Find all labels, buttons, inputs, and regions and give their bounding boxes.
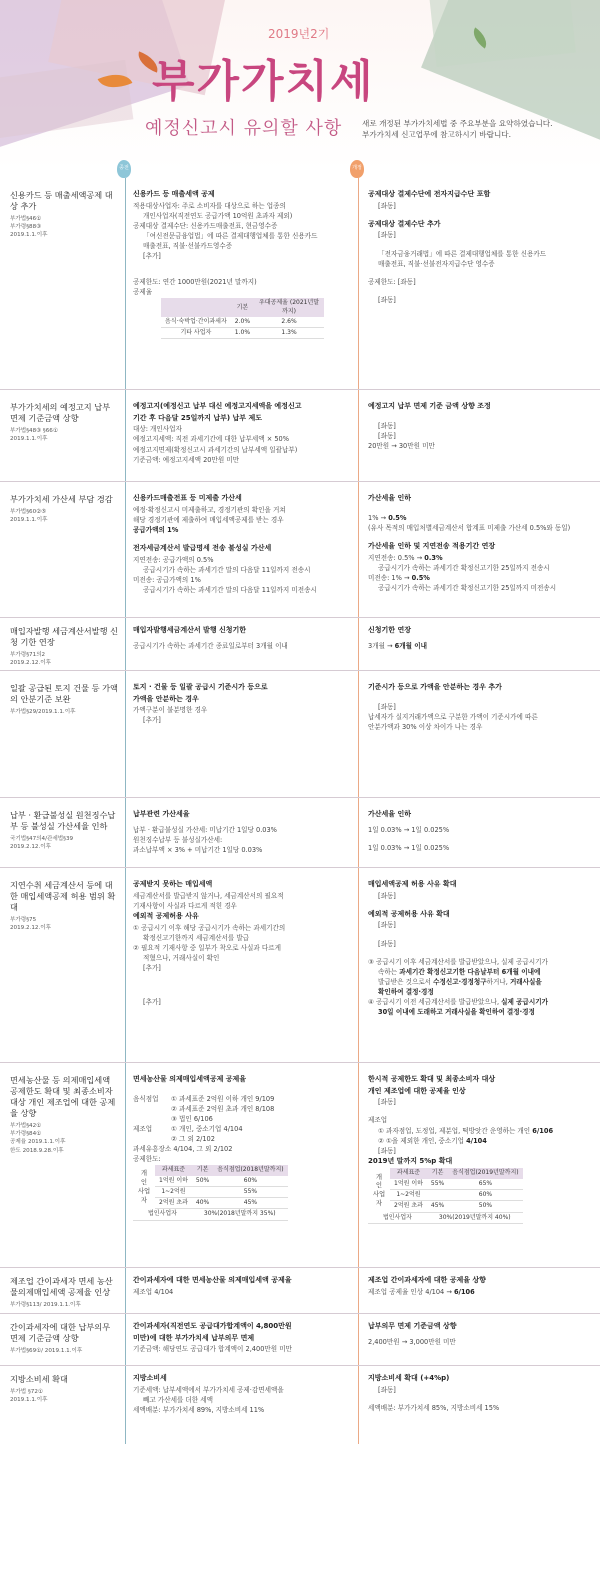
table-cell: 45% (213, 1198, 287, 1209)
item-ref: 부가법 §72① (10, 1389, 43, 1396)
text-span: 미전송: 1% → (368, 573, 412, 582)
table-row (368, 1189, 523, 1200)
new-text: 「전자금융거래법」에 따른 결제대행업체를 통한 신용카드 (378, 249, 547, 258)
limit-table (368, 1168, 523, 1223)
new-text: [좌동] (378, 702, 396, 711)
table-row (133, 1176, 288, 1187)
table-row (0, 1314, 600, 1366)
new-text (368, 968, 593, 977)
new-heading: 공제대상 결제수단 추가 (368, 219, 441, 228)
item-ref: 공제율 2019.1.1.이후 (10, 1139, 66, 1146)
table-row (0, 618, 600, 671)
item-ref: 부가법§42① (10, 1123, 42, 1130)
new-text: 2,400만원 → 3,000만원 미만 (368, 1337, 456, 1346)
table-cell: 음식·숙박업·간이과세자 (161, 317, 231, 328)
item-ref: 2019.2.12.이후 (10, 660, 52, 667)
new-text: [좌동] (378, 431, 396, 440)
table-row (368, 1212, 523, 1223)
table-cell: 55% (213, 1186, 287, 1197)
old-heading: 가액을 안분하는 경우 (133, 694, 199, 703)
text-span: 수정신고·경정청구 (433, 977, 487, 986)
intro-line: 새로 개정된 부가가치세법 중 주요부분을 요약하였습니다. (362, 119, 553, 128)
old-text: 기준세액: 납부세액에서 부가가치세 공제·감면세액을 (133, 1385, 284, 1394)
table-row (0, 178, 600, 390)
table-header: 기본 (427, 1168, 448, 1178)
item-ref: 부가령§113/ 2019.1.1.이후 (10, 1302, 81, 1309)
old-cell (133, 683, 353, 727)
old-text: 확정신고기한까지 세금계산서를 발급 (143, 933, 250, 942)
old-text: ② 필요적 기재사항 중 일부가 착오로 사실과 다르게 (133, 943, 281, 952)
item-ref: 2019.2.12.이후 (10, 844, 52, 851)
text-span: ① 개인, 중소기업 4/104 (171, 1124, 243, 1133)
new-text: [좌동] (378, 1146, 396, 1155)
text-span: 하거나, (486, 977, 510, 986)
old-text: ② 그 외 2/102 (171, 1135, 215, 1144)
text-span: 0.3% (424, 553, 443, 562)
text-span: ② ①을 제외한 개인, 중소기업 (378, 1136, 467, 1145)
new-cell (368, 494, 593, 594)
new-text: 세액배분: 부가가치세 85%, 지방소비세 15% (368, 1403, 500, 1412)
old-text: 공제한도: (133, 1155, 161, 1164)
text-span: 제조업 (133, 1124, 153, 1133)
item-title: 납부 · 환급불성실 원천징수납부 등 불성실 가산세율 인하 (10, 810, 116, 832)
item-cell (10, 1322, 120, 1355)
table-row (0, 1268, 600, 1314)
table-row (0, 798, 600, 868)
item-title: 간이과세자에 대한 납부의무 면제 기준금액 상향 (10, 1322, 111, 1344)
old-column-balloon-icon: 종전 (117, 160, 131, 178)
new-text (368, 642, 593, 651)
table-header (161, 298, 231, 317)
old-text: 공제대상 결제수단: 신용카드매출전표, 현금영수증 (133, 221, 278, 230)
new-cell (368, 626, 593, 652)
text-span: 0.5% (411, 573, 430, 582)
table-cell: 40% (192, 1198, 213, 1209)
old-text: 예정·확정신고시 미제출하고, 경정기관의 확인을 거쳐 (133, 505, 286, 514)
old-cell (133, 1075, 353, 1221)
table-row (368, 1201, 523, 1212)
intro-text (362, 118, 587, 141)
new-text (368, 998, 593, 1007)
table-cell: 개 인 사업자 (372, 1172, 386, 1208)
table-header: 과세표준 (155, 1165, 192, 1175)
new-text (368, 978, 593, 987)
new-cell (368, 402, 593, 452)
item-cell (10, 1374, 120, 1404)
old-heading: 예정고지(예정신고 납부 대신 예정고지세액을 예정신고 (133, 402, 302, 410)
new-text: 안분가액과 30% 이상 차이가 나는 경우 (368, 722, 483, 731)
table-cell: 2억원 초과 (390, 1201, 427, 1212)
new-heading: 매입세액공제 허용 사유 확대 (368, 880, 457, 888)
item-title: 지방소비세 확대 (10, 1374, 68, 1384)
item-cell (10, 494, 120, 524)
old-text: [추가] (143, 997, 161, 1006)
item-title: 제조업 간이과세자 면세 농산물의제매입세액 공제율 인상 (10, 1276, 113, 1298)
old-text: 세액배분: 부가가치세 89%, 지방소비세 11% (133, 1405, 265, 1414)
text-span: 실제 공급시기가 (501, 997, 549, 1006)
new-text (368, 574, 593, 583)
new-heading: 예외적 공제허용 사유 확대 (368, 909, 450, 918)
old-text: 기재사항이 사실과 다르게 적힌 경우 (133, 901, 237, 910)
table-cell: 개 인 사업자 (137, 1169, 151, 1204)
old-text: 미전송: 공급가액의 1% (133, 575, 201, 584)
table-cell: 1억원 이하 (390, 1179, 427, 1190)
new-text: [좌동] (378, 201, 396, 210)
text-span: 0.5% (388, 513, 407, 522)
item-ref: 2019.1.1.이후 (10, 436, 48, 443)
new-heading: 제조업 간이과세자에 대한 공제율 상향 (368, 1276, 486, 1284)
old-text: 세금계산서를 발급받지 않거나, 세금계산서의 필요적 (133, 891, 284, 900)
item-ref: 부가령§84① (10, 1131, 42, 1138)
table-header: 음식점업(2018년말까지) (213, 1165, 287, 1175)
item-title: 부가가치세의 예정고지 납부 면제 기준금액 상향 (10, 402, 111, 424)
item-ref: 2019.1.1.이후 (10, 232, 48, 239)
new-text: 공제한도: [좌동] (368, 277, 416, 286)
old-text: 공제율 (133, 288, 153, 297)
text-span: 거래사실을 (509, 977, 542, 986)
table-cell: 1~2억원 (155, 1186, 192, 1197)
table-header: 기본 (192, 1165, 213, 1175)
new-text (368, 514, 593, 523)
old-text: 개인사업자(직전연도 공급가액 10억원 초과자 제외) (143, 211, 293, 220)
old-text: 공급가액의 1% (133, 525, 179, 534)
old-text: 납부 · 환급불성실 가산세: 미납기간 1일당 0.03% (133, 825, 277, 834)
item-title: 신용카드 등 매출세액공제 대상 추가 (10, 190, 113, 212)
item-ref: 부가법§60②⑤ (10, 509, 47, 516)
new-text: [좌동] (378, 421, 396, 430)
new-heading: 공제대상 결제수단에 전자지급수단 포함 (368, 190, 491, 198)
item-ref: 2019.2.12.이후 (10, 925, 52, 932)
old-text: 공급시기가 속하는 과세기간 종료일로부터 3개월 이내 (133, 641, 288, 650)
old-text: 예정고지세액: 직전 과세기간에 대한 납부세액 × 50% (133, 435, 289, 444)
item-cell (10, 683, 120, 716)
item-ref: 2019.1.1.이후 (10, 517, 48, 524)
item-ref: 부가법§69①/ 2019.1.1.이후 (10, 1348, 83, 1355)
text-span: 6/106 (453, 1287, 475, 1296)
old-cell (133, 1374, 353, 1416)
table-row (161, 317, 324, 328)
new-text: 30일 이내에 도래하고 거래사실을 확인하여 결정·경정 (378, 1008, 535, 1017)
old-cell (133, 1322, 353, 1355)
text-span: 1% → (368, 513, 389, 522)
table-row (0, 671, 600, 798)
old-cell (133, 1276, 353, 1298)
text-span: ④ 공급시기 이전 세금계산서를 발급받았으나, (368, 997, 502, 1006)
item-cell (10, 190, 120, 239)
table-cell (192, 1186, 213, 1197)
new-heading: 개인 제조업에 대한 공제율 인상 (368, 1086, 466, 1095)
text-span: 3개월 → (368, 641, 395, 650)
item-title: 면세농산물 등 의제매입세액 공제한도 확대 및 최종소비자 대상 개인 제조업에 대한 공제율 상향 (10, 1075, 116, 1119)
new-heading: 신청기한 연장 (368, 626, 412, 634)
item-ref: 부가법§48③ §66① (10, 428, 58, 435)
item-cell (10, 810, 120, 851)
table-row (0, 482, 600, 618)
new-text: (유사 목적의 매입처별세금계산서 합계표 미제출 가산세 0.5%와 동일) (368, 523, 571, 532)
table-cell: 법인사업자 (368, 1212, 427, 1223)
new-heading: 납부의무 면제 기준금액 상향 (368, 1322, 457, 1330)
old-cell (133, 190, 353, 339)
table-cell: 30%(2019년말까지 40%) (427, 1212, 523, 1223)
item-cell (10, 626, 120, 667)
new-cell (368, 1276, 593, 1298)
old-heading: 면세농산물 의제매입세액공제 공제율 (133, 1075, 247, 1083)
old-text: 기준금액: 해당연도 공급대가 합계액이 2,400만원 미만 (133, 1345, 292, 1354)
table-cell: 2.0% (231, 317, 254, 328)
item-title: 부가가치세 가산세 부담 경감 (10, 494, 113, 504)
new-heading: 지방소비세 확대 (+4%p) (368, 1374, 450, 1382)
item-ref: 한도 2018.9.28.이후 (10, 1147, 64, 1154)
new-heading: 가산세율 인하 (368, 494, 412, 502)
old-cell (133, 402, 353, 466)
text-span: 속하는 (378, 967, 400, 976)
header-banner (0, 0, 600, 170)
table-row (133, 1186, 288, 1197)
table-row (0, 1366, 600, 1444)
item-cell (10, 1276, 120, 1309)
old-text: 과소납부액 × 3% + 미납기간 1일당 0.03% (133, 845, 263, 854)
old-heading: 공제받지 못하는 매입세액 (133, 880, 213, 888)
table-row (0, 868, 600, 1063)
new-text: [좌동] (378, 891, 396, 900)
item-ref: 국기법§47의4/관세법§39 (10, 836, 74, 843)
new-text: ③ 공급시기 이후 세금계산서를 발급받았으나, 실제 공급시기가 (368, 957, 548, 966)
item-ref: 부가령§75 (10, 917, 37, 924)
new-text: 1일 0.03% → 1일 0.025% (368, 843, 450, 852)
table-row (161, 328, 324, 339)
old-text: 지연전송: 공급가액의 0.5% (133, 555, 214, 564)
new-heading: 가산세율 인하 (368, 810, 412, 818)
old-text: 제조업 4/104 (133, 1287, 174, 1296)
old-text: 대상: 개인사업자 (133, 425, 182, 434)
limit-table (133, 1165, 288, 1220)
old-text: 해당 경정기관에 제출하여 매입세액공제를 받는 경우 (133, 515, 284, 524)
old-text: 「여신전문금융업법」에 따른 결제대행업체를 통한 신용카드 (143, 231, 318, 240)
old-text: ① 공급시기 이후 해당 공급시기가 속하는 과세기간의 (133, 923, 286, 932)
table-cell: 법인사업자 (133, 1209, 192, 1220)
old-heading: 신용카드매출전표 등 미제출 가산세 (133, 494, 242, 502)
new-text: 확인하여 결정·경정 (378, 987, 434, 996)
text-span: 6/106 (532, 1126, 554, 1135)
item-cell (10, 880, 120, 932)
old-heading: 신용카드 등 매출세액 공제 (133, 190, 215, 198)
old-text: 공급시기가 속하는 과세기간 말의 다음달 11일까지 전송시 (143, 565, 311, 574)
old-text (133, 1125, 353, 1134)
table-cell: 50% (192, 1176, 213, 1187)
old-heading: 전자세금계산서 발급명세 전송 불성실 가산세 (133, 543, 272, 552)
old-heading: 미만)에 대한 부가가치세 납부의무 면제 (133, 1333, 255, 1342)
table-cell: 65% (448, 1179, 522, 1190)
new-column-balloon-icon: 개정 (350, 160, 364, 178)
new-text: [좌동] (378, 1385, 396, 1394)
item-ref: 부가령§71의2 (10, 652, 46, 659)
new-text (368, 1288, 593, 1297)
table-cell: 50% (448, 1201, 522, 1212)
text-span: 6개월 이내 (394, 641, 428, 650)
text-span: 과세기간 확정신고기한 다음날부터 6개월 이내에 (399, 967, 541, 976)
new-cell (368, 1075, 593, 1224)
text-span: 제조업 공제율 인상 4/104 → (368, 1287, 454, 1296)
new-cell (368, 810, 593, 854)
new-text: 공급시기가 속하는 과세기간 확정신고기한 25일까지 미전송시 (378, 583, 557, 592)
old-text: 가액구분이 불분명한 경우 (133, 706, 208, 715)
old-heading: 매입자발행세금계산서 발행 신청기한 (133, 626, 247, 634)
old-heading: 토지 · 건물 등 일괄 공급시 기준시가 등으로 (133, 683, 268, 691)
table-header: 우대공제율 (2021년말까지) (254, 298, 324, 317)
old-heading: 간이과세자(직전연도 공급대가합계액이 4,800만원 (133, 1322, 292, 1330)
new-text: [좌동] (378, 1098, 396, 1107)
old-heading: 납부관련 가산세율 (133, 810, 190, 818)
table-header: 기본 (231, 298, 254, 317)
table-row (368, 1179, 523, 1190)
new-text: 제조업 (368, 1116, 388, 1125)
table-row (133, 1198, 288, 1209)
item-title: 매입자발행 세금계산서발행 신청 기한 연장 (10, 626, 119, 648)
item-ref: 부가령§88③ (10, 224, 42, 231)
new-cell (368, 880, 593, 1018)
old-text: [추가] (143, 252, 161, 261)
old-cell (133, 626, 353, 652)
table-cell: 55% (427, 1179, 448, 1190)
new-text: 20만원 → 30만원 미만 (368, 441, 435, 450)
table-header: 음식점업(2019년말까지) (448, 1168, 522, 1178)
new-text: 매출전표, 직불·선불전자지급수단 영수증 (378, 259, 495, 268)
table-cell (427, 1189, 448, 1200)
new-cell (368, 190, 593, 306)
old-text: 매출전표, 직불·선불카드영수증 (143, 242, 233, 251)
table-cell: 1~2억원 (390, 1189, 427, 1200)
comparison-table (0, 178, 600, 1444)
old-text: 빼고 가산세를 더한 세액 (143, 1395, 213, 1404)
old-cell (133, 494, 353, 596)
item-title: 일괄 공급된 토지 건물 등 가액의 안분기준 보완 (10, 683, 118, 705)
table-cell: 60% (448, 1189, 522, 1200)
old-text: 원천징수납부 등 불성실가산세: (133, 835, 223, 844)
item-title: 지연수취 세금계산서 등에 대한 매입세액공제 허용 범위 확대 (10, 880, 116, 913)
new-text: [좌동] (378, 231, 396, 240)
table-row (0, 1063, 600, 1268)
old-cell (133, 880, 353, 1008)
old-heading: 지방소비세 (133, 1374, 167, 1382)
table-cell: 1.3% (254, 328, 324, 339)
table-header: 과세표준 (390, 1168, 427, 1178)
new-text (368, 554, 593, 563)
old-text: 적혔으나, 거래사실이 확인 (143, 953, 220, 962)
item-cell (10, 402, 120, 443)
new-heading: 한시적 공제한도 확대 및 최종소비자 대상 (368, 1075, 496, 1083)
item-cell (10, 1075, 120, 1155)
text-span: ① 과세표준 2억원 이하 개인 9/109 (171, 1094, 275, 1103)
old-text: 공급시기가 속하는 과세기간 말의 다음달 11일까지 미전송시 (143, 585, 317, 594)
new-text: 공급시기가 속하는 과세기간 확정신고기한 25일까지 전송시 (378, 563, 550, 572)
table-cell: 30%(2018년말까지 35%) (192, 1209, 288, 1220)
old-heading: 기간 후 다음달 25일까지 납부) 납부 제도 (133, 413, 262, 422)
old-text: 공제한도: 연간 1000만원(2021년 말까지) (133, 278, 257, 287)
new-cell (368, 1374, 593, 1414)
table-cell: 2억원 초과 (155, 1198, 192, 1209)
new-heading: 예정고지 납부 면제 기준 금액 상향 조정 (368, 402, 491, 410)
old-cell (133, 810, 353, 856)
old-text: 적용대상사업자: 주로 소비자를 대상으로 하는 업종의 (133, 201, 286, 210)
table-cell: 1억원 이하 (155, 1176, 192, 1187)
intro-line: 부가가치세 신고업무에 참고하시기 바랍니다. (362, 130, 512, 140)
table-cell: 2.6% (254, 317, 324, 328)
old-heading: 예외적 공제허용 사유 (133, 911, 199, 920)
new-cell (368, 683, 593, 733)
new-heading: 기준시가 등으로 가액을 안분하는 경우 추가 (368, 683, 502, 691)
new-text: [좌동] (378, 939, 396, 948)
item-ref: 2019.1.1.이후 (10, 1397, 48, 1404)
rate-table (161, 298, 324, 339)
old-text: 예정고지면제(확정신고시 과세기간의 납부세액 일괄납부) (133, 445, 298, 454)
old-text: 과세유흥장소 4/104, 그 외 2/102 (133, 1145, 233, 1154)
text-span: ① 과자점업, 도정업, 제분업, 떡방앗간 운영하는 개인 (378, 1126, 533, 1135)
old-text: ② 과세표준 2억원 초과 개인 8/108 (171, 1104, 275, 1113)
text-span: 지연전송: 0.5% → (368, 553, 425, 562)
old-heading: 간이과세자에 대한 면세농산물 의제매입세액 공제율 (133, 1276, 292, 1284)
new-text (368, 1127, 593, 1136)
table-row (0, 390, 600, 482)
new-text (368, 1137, 593, 1146)
new-text: [좌동] (378, 295, 396, 304)
table-cell: 45% (427, 1201, 448, 1212)
page-title: 부가가치세 (152, 56, 375, 107)
table-cell: 기타 사업자 (161, 328, 231, 339)
old-text: 기준금액: 예정고지세액 20만원 미만 (133, 455, 240, 464)
issue-label: 2019년2기 (268, 27, 330, 41)
table-row (133, 1209, 288, 1220)
new-text: 납세자가 실지거래가액으로 구분한 가액이 기준시가에 따른 (368, 712, 538, 721)
old-text (133, 1095, 353, 1104)
text-span: 음식점업 (133, 1094, 159, 1103)
old-text: [추가] (143, 716, 161, 725)
new-text: [좌동] (378, 921, 396, 930)
text-span: 발급받은 것으로서 (378, 977, 434, 986)
item-ref: 부가법§46① (10, 216, 42, 223)
new-cell (368, 1322, 593, 1348)
new-heading: 가산세율 인하 및 지연전송 적용기간 연장 (368, 541, 496, 550)
old-text: ③ 법인 6/106 (171, 1114, 213, 1123)
new-text: 1일 0.03% → 1일 0.025% (368, 825, 450, 834)
text-span: 4/104 (466, 1136, 487, 1145)
page-subtitle: 예정신고시 유의할 사항 (145, 118, 343, 139)
item-ref: 부가법§29/2019.1.1.이후 (10, 709, 76, 716)
new-heading: 2019년 말까지 5%p 확대 (368, 1156, 453, 1165)
old-text: [추가] (143, 963, 161, 972)
table-cell: 60% (213, 1176, 287, 1187)
table-cell: 1.0% (231, 328, 254, 339)
